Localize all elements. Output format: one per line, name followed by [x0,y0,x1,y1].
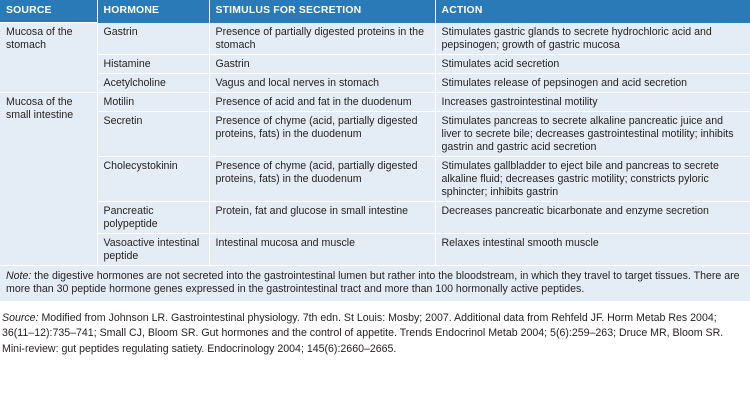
source-reference [0,301,750,358]
source-label: Source: [2,311,39,324]
hormone-vasoactive-intestinal-peptide: Vasoactive intestinal peptide [97,233,209,265]
table-row [0,92,750,111]
stimulus-gastrin: Presence of partially digested proteins in the stomach [209,23,435,55]
table-row [0,54,750,73]
source-text: Modified from Johnson LR. Gastrointestinal physiology. 7th edn. St Louis: Mosby; 2007. Additional data from Rehfeld JF. Horm Metab Res 2004; 36(11–12):735–741; Small CJ, Bloom SR. Gut hormones and the control of appetite. Trends Endocrinol Metab 2004; 5(6):259–263; Druce MR, Bloom SR. Mini-review: gut peptides regulating satiety. Endocrinology 2004; 145(6):2660–2665. [2,311,724,355]
stimulus-histamine: Gastrin [209,54,435,73]
hormone-histamine: Histamine [97,54,209,73]
action-acetylcholine: Stimulates release of pepsinogen and acid secretion [435,73,750,92]
table-row [0,156,750,201]
table-row [0,201,750,233]
header-action: ACTION [435,0,750,23]
hormone-acetylcholine: Acetylcholine [97,73,209,92]
action-pancreatic-polypeptide: Decreases pancreatic bicarbonate and enzyme secretion [435,201,750,233]
hormone-pancreatic-polypeptide: Pancreatic polypeptide [97,201,209,233]
action-cholecystokinin: Stimulates gallbladder to eject bile and pancreas to secrete alkaline fluid; decreases gastric motility; constricts pyloric sphincter; inhibits gastrin [435,156,750,201]
note-label: Note: [6,269,32,282]
hormone-motilin: Motilin [97,92,209,111]
action-histamine: Stimulates acid secretion [435,54,750,73]
stimulus-secretin: Presence of chyme (acid, partially digested proteins, fats) in the duodenum [209,111,435,156]
stimulus-cholecystokinin: Presence of chyme (acid, partially digested proteins, fats) in the duodenum [209,156,435,201]
hormone-cholecystokinin: Cholecystokinin [97,156,209,201]
table-row [0,111,750,156]
stimulus-pancreatic-polypeptide: Protein, fat and glucose in small intestine [209,201,435,233]
source-stomach: Mucosa of the stomach [0,23,97,93]
stimulus-acetylcholine: Vagus and local nerves in stomach [209,73,435,92]
hormone-secretin: Secretin [97,111,209,156]
action-gastrin: Stimulates gastric glands to secrete hydrochloric acid and pepsinogen; growth of gastric mucosa [441,25,712,51]
header-hormone: HORMONE [97,0,209,23]
header-stimulus: STIMULUS FOR SECRETION [209,0,435,23]
action-vasoactive-intestinal-peptide: Relaxes intestinal smooth muscle [435,233,750,265]
action-motilin: Increases gastrointestinal motility [435,92,750,111]
stimulus-motilin: Presence of acid and fat in the duodenum [209,92,435,111]
table-row [0,73,750,92]
table-note [0,265,750,301]
note-text: the digestive hormones are not secreted into the gastrointestinal lumen but rather into the bloodstream, in which they travel to target tissues. There are more than 30 peptide hormone genes expressed in the gastrointestinal tract and more than 100 hormonally active peptides. [6,269,740,295]
action-secretin: Stimulates pancreas to secrete alkaline pancreatic juice and liver to secrete bile; decreases gastrointestinal motility; inhibits gastrin and gastric acid secretion [435,111,750,156]
table-header-row [0,0,750,23]
source-small-intestine: Mucosa of the small intestine [0,92,97,265]
stimulus-vasoactive-intestinal-peptide: Intestinal mucosa and muscle [209,233,435,265]
table-row [0,23,750,55]
table-row [0,233,750,265]
header-source: SOURCE [0,0,97,23]
hormone-gastrin: Gastrin [97,23,209,55]
